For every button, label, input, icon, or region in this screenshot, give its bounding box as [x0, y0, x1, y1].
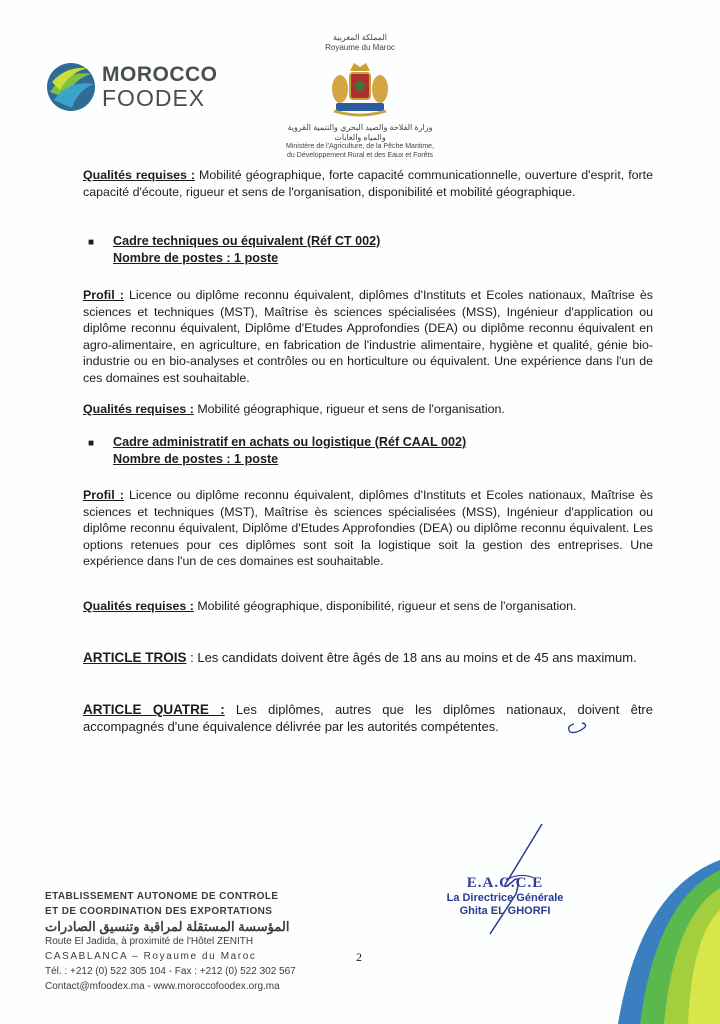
logo-line1: MOROCCO	[102, 63, 218, 86]
crest-header	[300, 33, 420, 53]
stamp-title: La Directrice Générale	[446, 892, 564, 905]
article-three-text: : Les candidats doivent être âgés de 18 ans au moins et de 45 ans maximum.	[186, 650, 637, 665]
profile-label: Profil :	[83, 288, 124, 302]
crest-ministry	[285, 123, 435, 161]
crest-ministry-french: Ministère de l'Agriculture, de la Pêche Maritime, du Développement Rural et des Eaux et Forêts	[285, 143, 434, 159]
profile-paragraph-1	[83, 287, 653, 386]
section-ref: Cadre techniques ou équivalent (Réf CT 002)	[113, 234, 381, 248]
crest-arabic-title: المملكة المغربية	[333, 33, 387, 42]
stamp-name: Ghita EL GHORFI	[459, 904, 551, 917]
bullet-icon: ■	[88, 438, 95, 449]
profile-text: Licence ou diplôme reconnu équivalent, diplômes d'Instituts et Ecoles nationaux, Maîtrise ès sciences et techniques (MST), Maîtrise ès sciences spécialisées (MSS), Ingénieur d'application ou diplôme reconnu équivalent, Diplôme d'Etudes Approfondies (DEA) ou diplôme reconnu équivalent en agro-alimentaire, en agriculture, en fabrication de l'industrie alimentaire, hygiène et qualité, génie bio-industrie ou en bio-analyses et contrôles ou en horticulture ou équivalent. Une expérience dans l'un de ces domaines est souhaitable.	[83, 288, 653, 385]
article-four-text: Les diplômes, autres que les diplômes nationaux, doivent être accompagnés d'une équivalence délivrée par les autorités compétentes.	[83, 702, 653, 734]
royal-coat-of-arms-icon	[328, 57, 392, 119]
qualities-label: Qualités requises :	[83, 599, 194, 613]
qualities-paragraph-2	[83, 401, 653, 418]
profile-label: Profil :	[83, 488, 124, 502]
footer-phone: Tél. : +212 (0) 522 305 104 - Fax : +212 (0) 522 302 567	[45, 966, 296, 977]
qualities-paragraph-3	[83, 598, 653, 615]
crest-ministry-arabic: وزارة الفلاحة والصيد البحري والتنمية القروية والمياه والغابات	[287, 123, 433, 142]
qualities-text: Mobilité géographique, forte capacité communicationnelle, ouverture d'esprit, forte capacité d'écoute, rigueur et sens de l'organisation, disponibilité et mobilité géographique.	[83, 168, 653, 199]
qualities-label: Qualités requises :	[83, 402, 194, 416]
logo-line2: FOODEX	[102, 85, 206, 111]
section-posts: Nombre de postes : 1 poste	[113, 250, 279, 265]
article-four-label: ARTICLE QUATRE :	[83, 702, 225, 717]
footer-line2: ET DE COORDINATION DES EXPORTATIONS	[45, 906, 273, 917]
section-ref: Cadre administratif en achats ou logistique (Réf CAAL 002)	[113, 435, 467, 449]
article-three	[83, 650, 653, 667]
profile-paragraph-2	[83, 487, 653, 570]
decorative-swoosh-icon	[600, 860, 720, 1024]
qualities-text: Mobilité géographique, disponibilité, rigueur et sens de l'organisation.	[193, 599, 577, 613]
footer-contact: Contact@mfoodex.ma - www.moroccofoodex.org.ma	[45, 981, 280, 992]
morocco-foodex-logo-icon	[44, 60, 98, 114]
section-posts: Nombre de postes : 1 poste	[113, 451, 279, 466]
qualities-label: Qualités requises :	[83, 168, 195, 182]
director-stamp	[440, 875, 570, 918]
section-title-ct002	[113, 233, 380, 266]
crest-kingdom-label: Royaume du Maroc	[325, 43, 395, 52]
footer-line1: ETABLISSEMENT AUTONOME DE CONTROLE	[45, 891, 279, 902]
initials-scribble-icon	[564, 720, 590, 736]
bullet-icon: ■	[88, 237, 95, 248]
article-three-label: ARTICLE TROIS	[83, 650, 187, 665]
footer-arabic: المؤسسة المستقلة لمراقبة وتنسيق الصادرات	[45, 919, 290, 934]
footer-address1: Route El Jadida, à proximité de l'Hôtel ZENITH	[45, 936, 254, 947]
stamp-org: E.A.C.C.E	[466, 875, 544, 891]
profile-text: Licence ou diplôme reconnu équivalent, diplômes d'Instituts et Ecoles nationaux, Maîtrise ès sciences et techniques (MST), Maîtrise ès sciences spécialisées (MSS), Ingénieur d'application ou diplôme reconnu équivalent, Diplôme d'Etudes Approfondies (DEA) ou diplôme reconnu équivalent. Les options retenues pour ces diplômes sont soit la logistique soit la gestion des entreprises. Une expérience dans l'un de ces domaines est souhaitable.	[83, 488, 653, 568]
footer-address2: CASABLANCA – Royaume du Maroc	[45, 951, 257, 962]
brand-logo-text	[102, 64, 218, 110]
page-number: 2	[356, 950, 362, 964]
footer-address	[45, 889, 296, 994]
qualities-text: Mobilité géographique, rigueur et sens de l'organisation.	[193, 402, 505, 416]
section-title-caal002	[113, 434, 466, 467]
qualities-paragraph-1	[83, 167, 653, 200]
